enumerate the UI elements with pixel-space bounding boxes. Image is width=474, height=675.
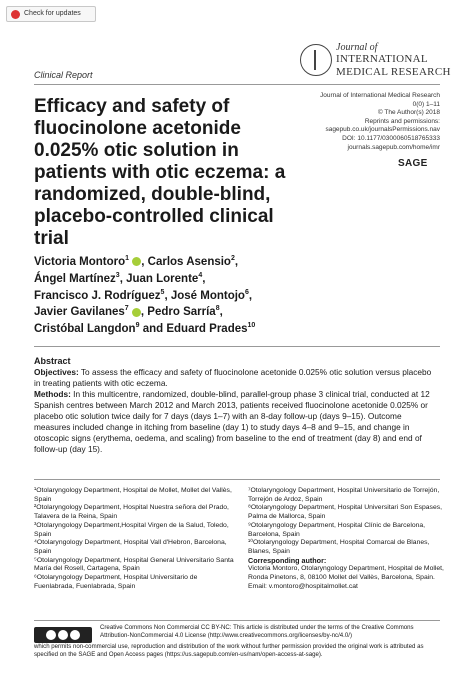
report-type: Clinical Report <box>34 70 93 80</box>
abstract <box>34 356 440 455</box>
affiliation-item: ⁵Otolaryngology Department, Hospital General Universitario Santa María del Rosell, Cartagena, Spain <box>34 556 234 573</box>
affiliation-item: ⁹Otolaryngology Department, Hospital Clínic de Barcelona, Barcelona, Spain <box>248 521 426 538</box>
author-affiliation-mark: 10 <box>247 322 256 330</box>
author-name: Cristóbal Langdon <box>34 323 136 336</box>
orcid-icon[interactable] <box>132 257 141 266</box>
affiliation-item: ⁸Otolaryngology Department, Hospital Universitari Son Espases, Palma de Mallorca, Spain <box>248 504 443 521</box>
affiliation-item: ¹Otolaryngology Department, Hospital de Mollet, Mollet del Vallès, Spain <box>34 487 232 503</box>
author-affiliation-mark: 3 <box>115 271 120 279</box>
journal-volume: 0(0) 1–11 <box>412 100 440 108</box>
corresponding-author-label: Corresponding author: <box>248 555 327 565</box>
sage-logo: SAGE <box>398 158 428 169</box>
affiliation-item: ⁷Otolaryngology Department, Hospital Universitario de Torrejón, Torrejón de Ardoz, Spain <box>248 487 440 503</box>
journal-seal-icon <box>300 44 332 76</box>
author-name: José Montojo <box>170 289 245 302</box>
journal-logo <box>300 42 460 84</box>
affiliations-right <box>248 487 444 591</box>
author-affiliation-mark: 2 <box>230 255 235 262</box>
check-for-updates-badge[interactable] <box>6 6 96 22</box>
logo-line-1: Journal of <box>336 42 378 53</box>
license-text: Creative Commons Non Commercial CC BY-NC: This article is distributed under the terms of the Creative Commons Attribution-NonCommercial 4.0 License (http://www.creativecommons.org/licenses/by-nc/4.0/) <box>100 624 414 639</box>
author-list: Victoria Montoro$^1$ , Carlos Asensio$^2$, Ángel Martínez$^3$, Juan Lorente$^4$, Francisco J. Rodríguez$^5$, José Montojo$^6$, Javier Gavilanes$^7$ , Pedro Sarría$^8$, Cristóbal Langdon$^9$ and Eduard Prades$^{10}$ <box>34 255 256 336</box>
author-affiliation-mark: 9 <box>135 322 140 330</box>
affiliation-item: ⁶Otolaryngology Department, Hospital Universitario de Fuenlabrada, Fuenlabrada, Spain <box>34 574 198 590</box>
permissions-link[interactable]: sagepub.co.uk/journalsPermissions.nav <box>325 126 440 134</box>
affiliations-left <box>34 487 234 591</box>
doi[interactable]: DOI: 10.1177/0300060518765333 <box>342 134 440 142</box>
journal-info <box>300 92 440 152</box>
author-affiliation-mark: 7 <box>124 305 129 313</box>
copyright: © The Author(s) 2018 <box>377 109 440 117</box>
abstract-objectives: Objectives: To assess the efficacy and safety of fluocinolone acetonide 0.025% otic solution versus placebo in treating patients with otic eczema. <box>34 367 432 388</box>
journal-home-link[interactable]: journals.sagepub.com/home/imr <box>347 143 440 151</box>
author-affiliation-mark: 5 <box>160 288 165 296</box>
author-name: Carlos Asensio <box>147 255 231 268</box>
author-name: Eduard Prades <box>166 323 248 336</box>
author-name: Juan Lorente <box>126 272 199 285</box>
author-name: Javier Gavilanes <box>34 306 125 319</box>
author-name: Victoria Montoro <box>34 255 126 268</box>
journal-name: Journal of International Medical Research <box>320 92 440 99</box>
author-affiliation-mark: 4 <box>198 271 203 279</box>
corresponding-author-email[interactable]: Email: v.montoro@hospitalmollet.cat <box>248 582 358 590</box>
reprints-label: Reprints and permissions: <box>364 117 440 125</box>
license-divider <box>34 620 440 621</box>
creative-commons-icon <box>34 627 92 643</box>
author-name: Pedro Sarría <box>147 306 216 319</box>
article-title: Efficacy and safety of fluocinolone acetonide 0.025% otic solution in patients with otic eczema: a randomized, double-blind, placebo-controlled clinical trial <box>34 96 286 249</box>
author-affiliation-mark: 1 <box>125 255 130 262</box>
author-affiliation-mark: 8 <box>215 305 220 313</box>
author-name: Ángel Martínez <box>34 272 116 285</box>
logo-line-2: INTERNATIONAL <box>336 53 428 65</box>
affiliation-item: ¹⁰Otolaryngology Department, Hospital Comarcal de Blanes, Blanes, Spain <box>248 539 430 555</box>
header-divider <box>34 84 440 85</box>
affiliation-item: ⁴Otolaryngology Department, Hospital Vall d'Hebron, Barcelona, Spain <box>34 539 227 555</box>
abstract-heading: Abstract <box>34 356 71 366</box>
affiliation-item: ³Otolaryngology Department,Hospital Virgen de la Salud, Toledo, Spain <box>34 521 229 538</box>
affiliation-item: ²Otolaryngology Department, Hospital Nuestra señora del Prado, Talavera de la Reina, Spain <box>34 504 229 521</box>
abstract-divider <box>34 346 440 347</box>
check-for-updates-label: Check for updates <box>24 10 81 17</box>
affiliation-divider <box>34 479 440 480</box>
check-for-updates-icon <box>11 10 20 19</box>
logo-line-3: MEDICAL RESEARCH <box>336 66 451 78</box>
license-text-continued: which permits non-commercial use, reproduction and distribution of the work without further permission provided the original work is attributed as specified on the SAGE and Open Access pages (https://us.sagepub.com/en-us/nam/open-access-at-sage). <box>34 643 424 658</box>
author-affiliation-mark: 6 <box>244 288 249 296</box>
abstract-methods: Methods: In this multicentre, randomized, double-blind, parallel-group phase 3 clinical trial, conducted at 12 Spanish centres between March 2012 and March 2013, patients received fluocinolone acetonide 0.025% or placebo otic solution twice daily for 7 days (days 1–7) with an 8-day follow-up (days 9–15). Outcome measures included change in itching from baseline (day 1) to study days 4–8 and 9–15, and change in otoscopic signs (erythema, oedema, and scaling) from baseline to the end of treatment (day 8) and end of follow-up (day 15). <box>34 389 430 454</box>
orcid-icon[interactable] <box>132 308 141 317</box>
corresponding-author-address: Victoria Montoro, Otolaryngology Department, Hospital de Mollet, Ronda Pinetons, 8, 08100 Mollet del Vallès, Barcelona, Spain. <box>248 565 444 582</box>
author-name: Francisco J. Rodríguez <box>34 289 161 302</box>
